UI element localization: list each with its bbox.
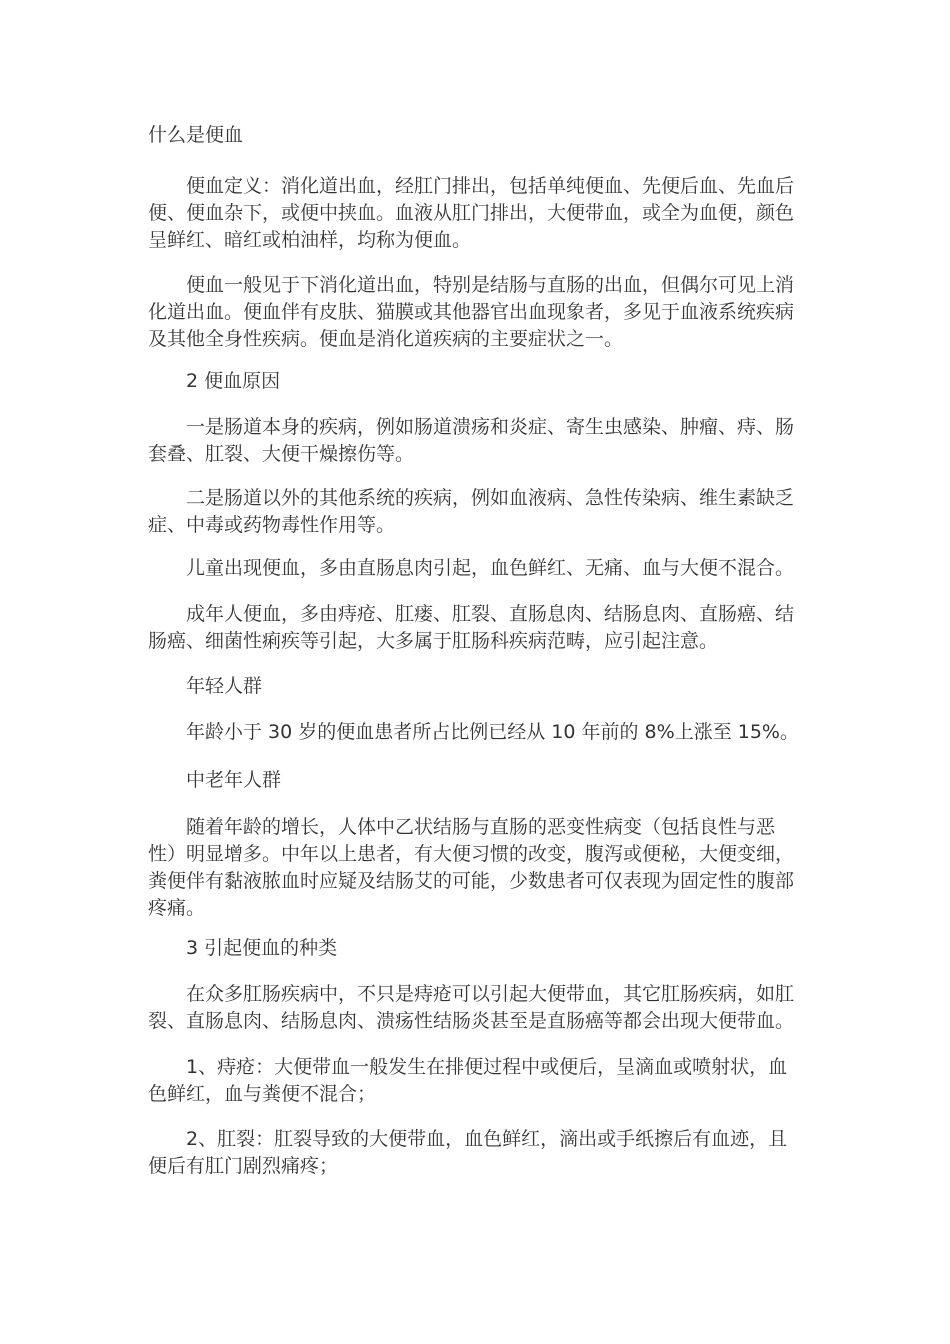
paragraph-young-stat: 年龄小于 30 岁的便血患者所占比例已经从 10 年前的 8%上涨至 15%。 [186, 721, 799, 743]
list-item-anal-fissure: 2、肛裂：肛裂导致的大便带血，血色鲜红，滴出或手纸擦后有血迹，且 便后有肛门剧烈痛疼； [148, 1128, 788, 1177]
section-heading-causes: 2 便血原因 [186, 370, 281, 392]
heading-young-group: 年轻人群 [186, 675, 263, 697]
paragraph-children: 儿童出现便血，多由直肠息肉引起，血色鲜红、无痛、血与大便不混合。 [186, 557, 795, 579]
list-item-hemorrhoids: 1、痔疮：大便带血一般发生在排便过程中或便后，呈滴血或喷射状，血 色鲜红，血与粪便不混合； [148, 1056, 788, 1105]
paragraph-types-intro: 在众多肛肠疾病中，不只是痔疮可以引起大便带血，其它肛肠疾病，如肛 裂、直肠息肉、结肠息肉、溃疡性结肠炎甚至是直肠癌等都会出现大便带血。 [148, 983, 795, 1032]
paragraph-definition: 便血定义：消化道出血，经肛门排出，包括单纯便血、先便后血、先血后 便、便血杂下，或便中挟血。血液从肛门排出，大便带血，或全为血便，颜色 呈鲜红、暗红或柏油样，均称为便血。 [148, 175, 795, 251]
paragraph-adults: 成年人便血，多由痔疮、肛瘘、肛裂、直肠息肉、结肠息肉、直肠癌、结 肠癌、细菌性痢疾等引起，大多属于肛肠科疾病范畴，应引起注意。 [148, 603, 795, 652]
section-heading-types: 3 引起便血的种类 [186, 937, 338, 959]
document-title: 什么是便血 [148, 124, 244, 146]
paragraph-location: 便血一般见于下消化道出血，特别是结肠与直肠的出血，但偶尔可见上消 化道出血。便血伴有皮肤、猫膜或其他器官出血现象者，多见于血液系统疾病 及其他全身性疾病。便血是消化道疾病的主要症状之一。 [148, 274, 795, 350]
heading-elderly-group: 中老年人群 [186, 769, 282, 791]
paragraph-intestinal-causes: 一是肠道本身的疾病，例如肠道溃疡和炎症、寄生虫感染、肿瘤、痔、肠 套叠、肛裂、大便干燥擦伤等。 [148, 416, 795, 465]
paragraph-systemic-causes: 二是肠道以外的其他系统的疾病，例如血液病、急性传染病、维生素缺乏 症、中毒或药物毒性作用等。 [148, 487, 795, 536]
paragraph-elderly: 随着年龄的增长，人体中乙状结肠与直肠的恶变性病变（包括良性与恶 性）明显增多。中年以上患者，有大便习惯的改变，腹泻或便秘，大便变细， 粪便伴有黏液脓血时应疑及结肠艾的可能，少数患者可仅表现为固定性的腹部 疼痛。 [148, 816, 795, 919]
